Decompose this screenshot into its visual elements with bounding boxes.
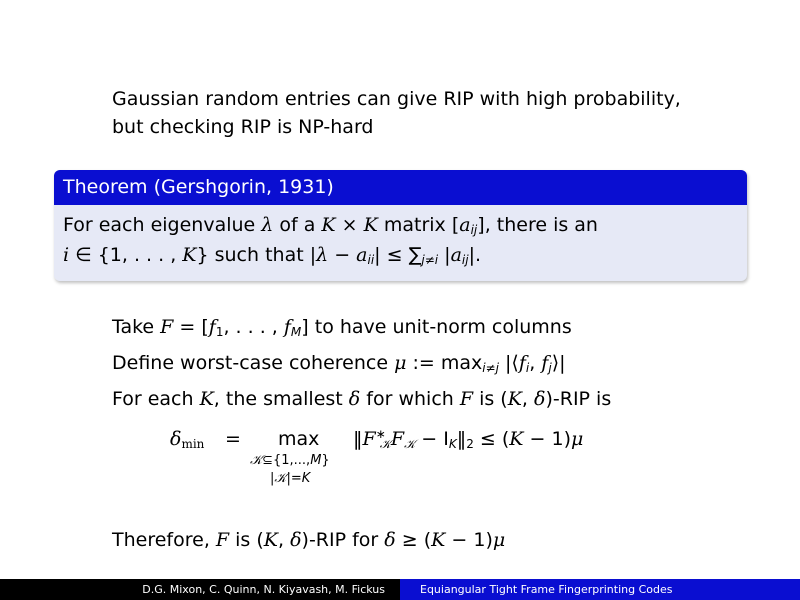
footer-title: Equiangular Tight Frame Fingerprinting Codes bbox=[400, 579, 800, 600]
theorem-body bbox=[54, 205, 747, 275]
theorem-line-2: i ∈ {1, . . . , K} such that $|\lambda - a_{ii}| \le \sum_{j\ne i}$ $|a_{ij}|$. bbox=[63, 244, 482, 267]
eq-limit-2: |𝒦|=K bbox=[270, 471, 311, 486]
intro-text-1: Gaussian random entries can give RIP with high probability, bbox=[112, 88, 681, 110]
theorem-block bbox=[54, 170, 747, 281]
intro-text-2: but checking RIP is NP-hard bbox=[112, 116, 374, 138]
eq-max: max bbox=[278, 428, 320, 450]
body-line-4: Therefore, F is (K, δ)-RIP for δ ≥ (K − 1)μ bbox=[112, 529, 506, 551]
footer-authors: D.G. Mixon, C. Quinn, N. Kiyavash, M. Fickus bbox=[0, 579, 400, 600]
eq-equals: = bbox=[225, 428, 241, 450]
eq-rhs: $‖F^∗_𝒦F_𝒦$ − $I_K‖_2 \le (K - 1)\mu$ bbox=[353, 427, 584, 451]
eq-lhs: $\delta_{min}$ bbox=[170, 428, 205, 451]
intro-line-1 bbox=[112, 86, 681, 112]
theorem-line-1: For each eigenvalue λ of a K × K matrix $[a_{ij}]$, there is an bbox=[63, 214, 598, 237]
body-line-1: Take $F = [f_1$, . . . , $f_M$] to have unit-norm columns bbox=[112, 316, 572, 339]
body-line-2: Define worst-case coherence μ := $\max_{i\ne j}$ $|⟨f_i$, $f_j⟩|$ bbox=[112, 352, 566, 375]
eq-limit-1: 𝒦⊆{1,...,M} bbox=[250, 453, 330, 468]
intro-line-2 bbox=[112, 114, 374, 140]
theorem-title: Theorem (Gershgorin, 1931) bbox=[54, 170, 747, 205]
body-line-3: For each K, the smallest δ for which F is (K, δ)-RIP is bbox=[112, 388, 612, 410]
footer-bar bbox=[0, 579, 800, 600]
